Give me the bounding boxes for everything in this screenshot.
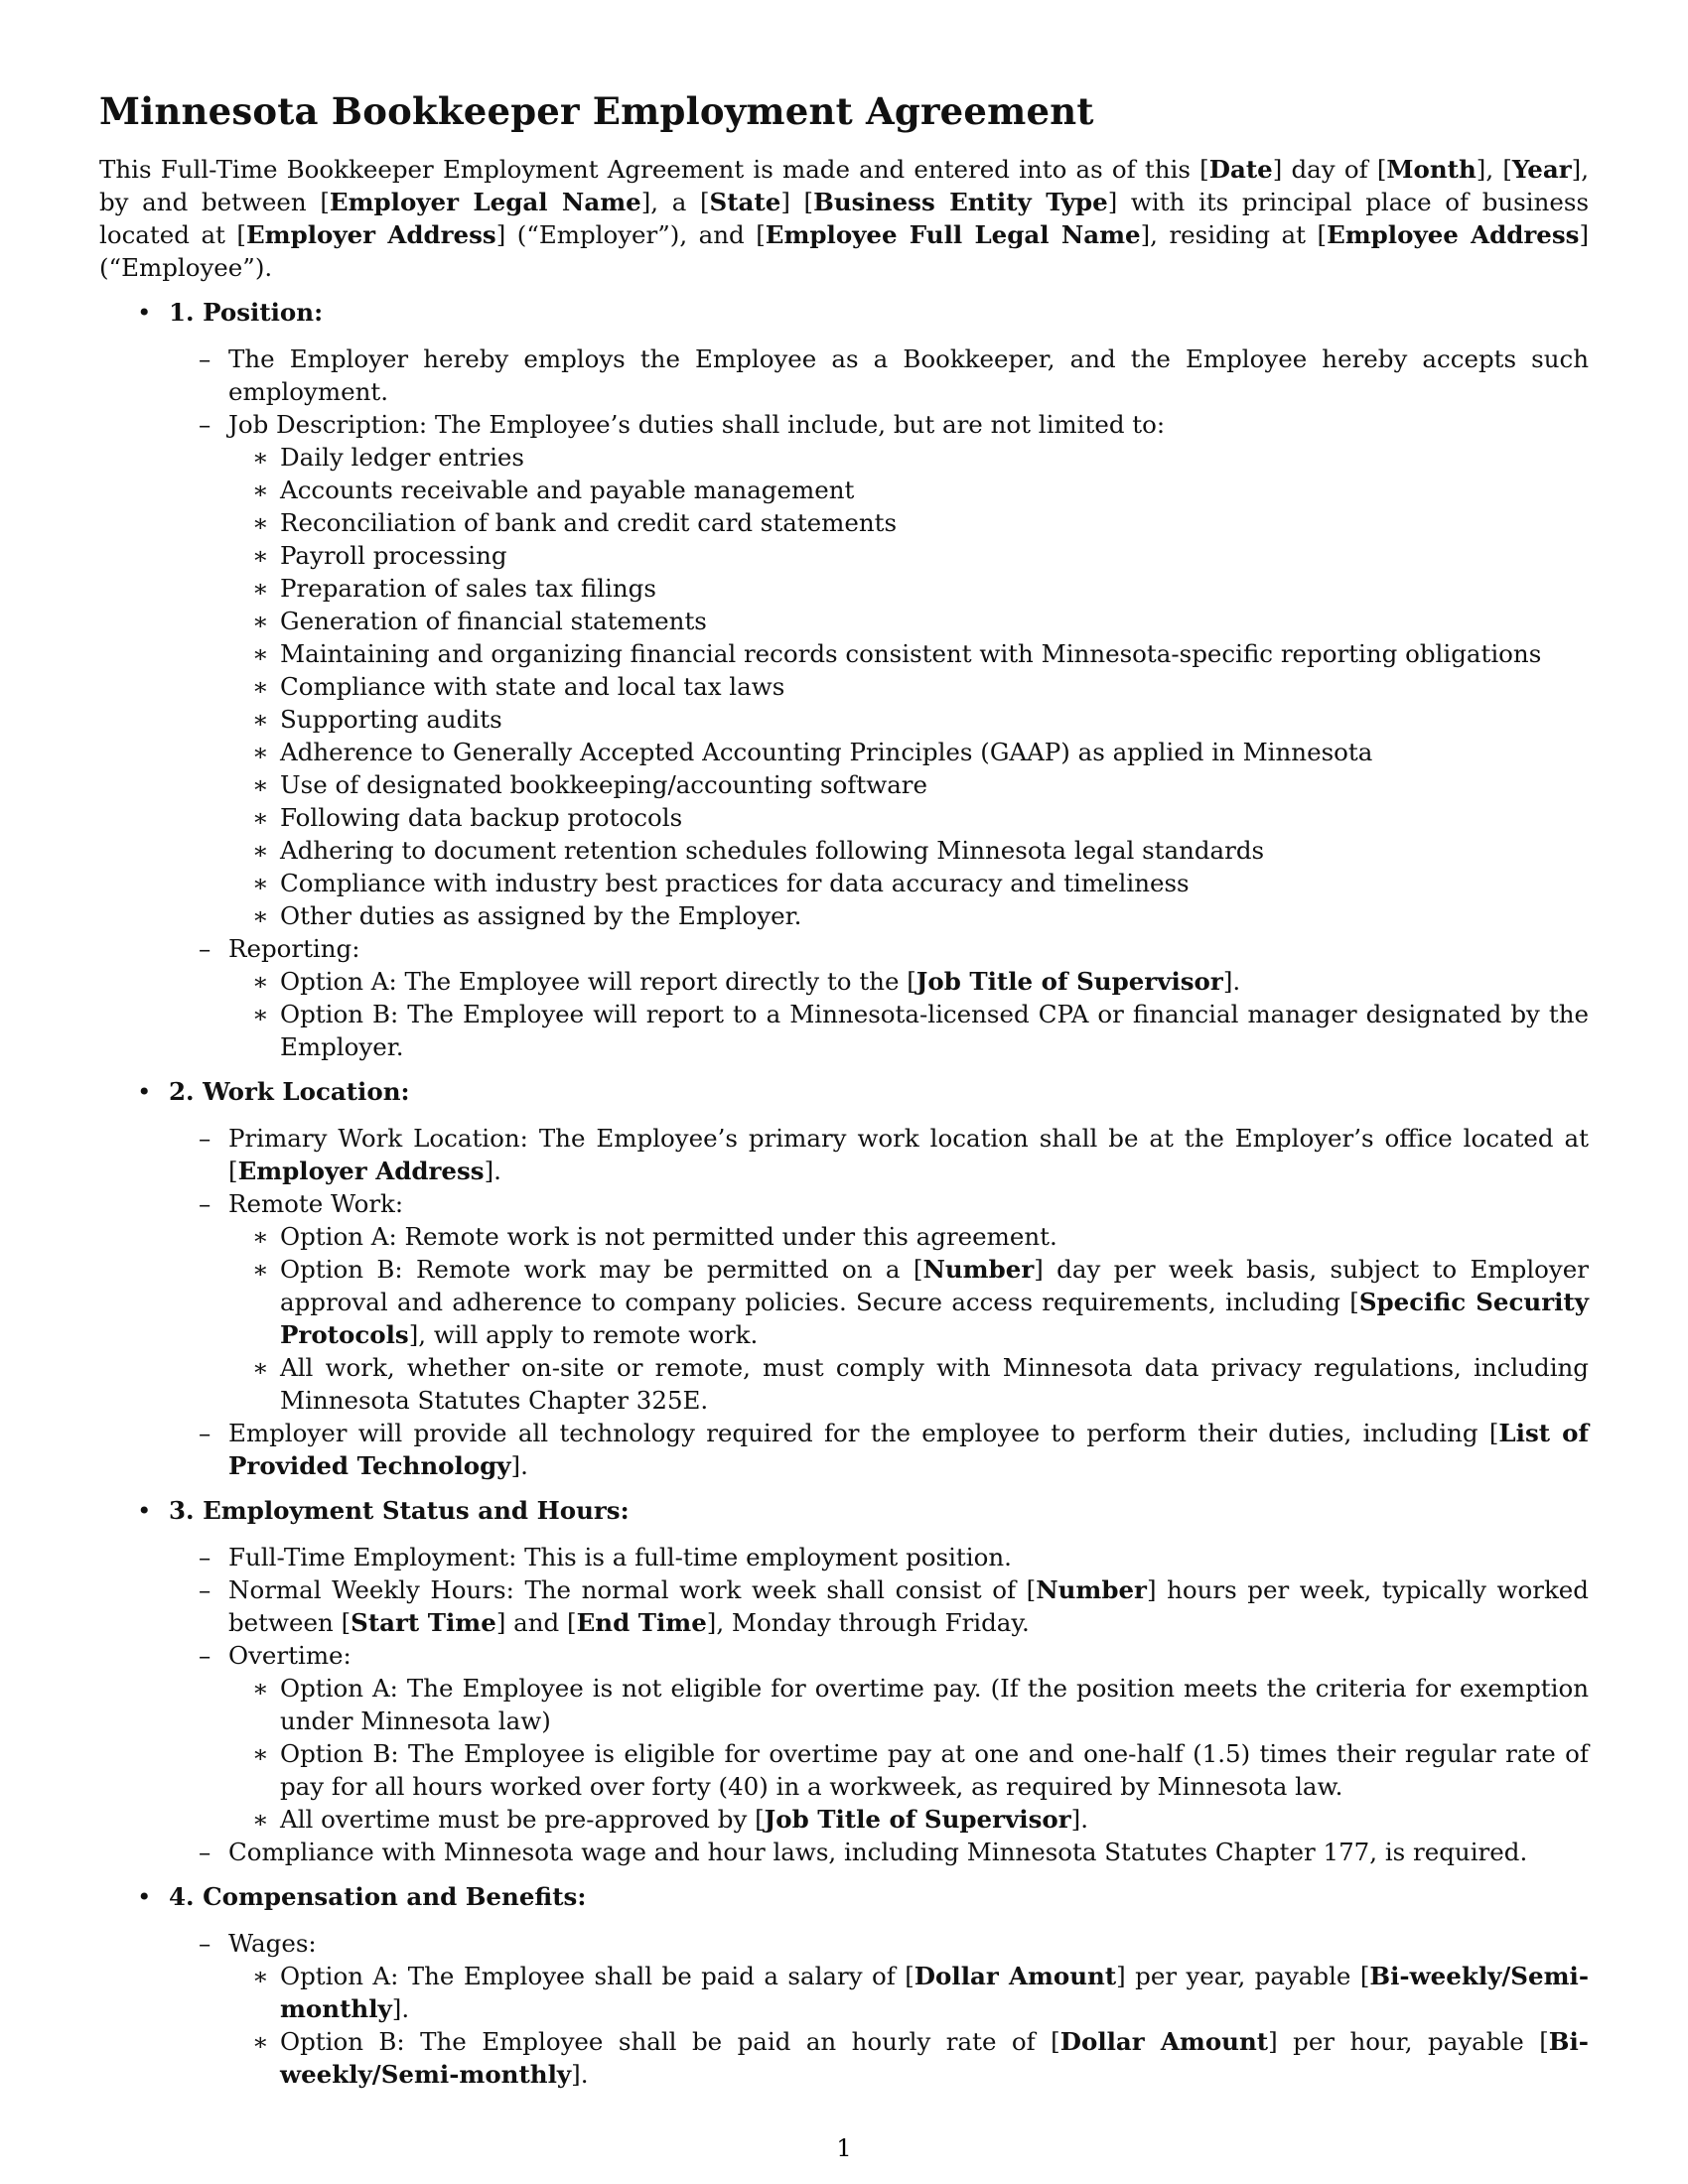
intro-text: ] (“Employee”). [99, 220, 1590, 282]
intro-text: ] [ [780, 188, 814, 216]
text: Option B: Remote work may be permitted on a [ [280, 1255, 923, 1284]
text: Option A: The Employee will report directly to the [ [280, 967, 916, 996]
placeholder-date: Date [1208, 155, 1273, 184]
list-item [169, 1639, 1589, 1836]
placeholder-dollar-amount: Dollar Amount [1059, 2027, 1269, 2056]
text: ]. [391, 1994, 410, 2023]
list-item [169, 1122, 1589, 1187]
text: ], will apply to remote work. [408, 1320, 759, 1349]
list-item [169, 408, 1589, 932]
duty-item: ∗ Adherence to Generally Accepted Accounting Principles (GAAP) as applied in Minnesota [228, 736, 1589, 768]
job-description-label: Job Description: The Employee’s duties shall include, but are not limited to: [228, 410, 1166, 439]
list-item [228, 1803, 1589, 1836]
duty-item: ∗ Compliance with state and local tax laws [228, 670, 1589, 703]
list-item: – Compliance with Minnesota wage and hour laws, including Minnesota Statutes Chapter 177, is required. [169, 1836, 1589, 1868]
intro-text: ] day of [ [1272, 155, 1387, 184]
remote-options [228, 1220, 1589, 1417]
text: Primary Work Location: The Employee’s primary work location shall be at the Employer’s office located at [ [228, 1124, 1589, 1185]
text: ]. [484, 1157, 501, 1185]
intro-text: ] with its principal place of business located at [ [99, 188, 1590, 249]
duties-list [228, 441, 1589, 932]
text: ], Monday through Friday. [706, 1608, 1030, 1637]
section-title: • 2. Work Location: [169, 1077, 410, 1106]
duty-item: ∗ Accounts receivable and payable management [228, 474, 1589, 506]
list-item [169, 1573, 1589, 1639]
duty-item: ∗ Payroll processing [228, 539, 1589, 572]
placeholder-dollar-amount: Dollar Amount [914, 1962, 1117, 1990]
placeholder-security-protocols: Specific Security Protocols [280, 1288, 1589, 1349]
section-employment-status [99, 1494, 1589, 1868]
list-item [228, 965, 1589, 998]
page-number: 1 [836, 2134, 852, 2162]
placeholder-employee-address: Employee Address [1327, 220, 1580, 249]
section-items [169, 1927, 1589, 2091]
text: ]. [510, 1451, 528, 1480]
text: Option B: The Employee shall be paid an hourly rate of [ [280, 2027, 1060, 2056]
document-title: Minnesota Bookkeeper Employment Agreement [99, 89, 1094, 133]
document-page [99, 87, 1589, 2103]
duty-item: ∗ Other duties as assigned by the Employer. [228, 899, 1589, 932]
overtime-label: Overtime: [228, 1641, 352, 1670]
list-item: – Full-Time Employment: This is a full-time employment position. [169, 1541, 1589, 1573]
section-title: • 1. Position: [169, 298, 324, 327]
duty-item: ∗ Compliance with industry best practices for data accuracy and timeliness [228, 867, 1589, 899]
overtime-options [228, 1672, 1589, 1836]
placeholder-job-title-of-supervisor: Job Title of Supervisor [764, 1805, 1071, 1834]
text: Employer will provide all technology required for the employee to perform their duties, including [ [228, 1419, 1499, 1447]
duty-item: ∗ Generation of financial statements [228, 605, 1589, 637]
list-item [228, 1960, 1589, 2025]
text: Option A: The Employee shall be paid a salary of [ [280, 1962, 914, 1990]
text: All overtime must be pre-approved by [ [280, 1805, 765, 1834]
duty-item: ∗ Daily ledger entries [228, 441, 1589, 474]
list-item [169, 1417, 1589, 1482]
placeholder-business-entity-type: Business Entity Type [813, 188, 1108, 216]
text: Normal Weekly Hours: The normal work week shall consist of [ [228, 1575, 1037, 1604]
list-item: ∗ Option B: The Employee will report to a Minnesota-licensed CPA or financial manager designated by the Employer. [228, 998, 1589, 1063]
text: ] day per week basis, subject to Employer approval and adherence to company policies. Secure access requirements, including [ [280, 1255, 1589, 1316]
section-items [169, 1122, 1589, 1482]
wages-label: Wages: [228, 1929, 317, 1958]
intro-text: ], [ [1476, 155, 1512, 184]
placeholder-pay-frequency: Bi-weekly/Semi-monthly [280, 2027, 1589, 2089]
duty-item: ∗ Preparation of sales tax filings [228, 572, 1589, 605]
section-work-location [99, 1075, 1589, 1482]
section-items [169, 342, 1589, 1063]
list-item [169, 1927, 1589, 2091]
placeholder-state: State [709, 188, 781, 216]
duty-item: ∗ Maintaining and organizing financial records consistent with Minnesota-specific reporting obligations [228, 637, 1589, 670]
intro-text: ] (“Employer”), and [ [495, 220, 766, 249]
section-list [99, 296, 1589, 2091]
text: ] per hour, payable [ [1268, 2027, 1549, 2056]
placeholder-pay-frequency: Bi-weekly/Semi-monthly [280, 1962, 1589, 2023]
placeholder-number: Number [1036, 1575, 1147, 1604]
section-title: • 4. Compensation and Benefits: [169, 1882, 587, 1911]
reporting-label: Reporting: [228, 934, 360, 963]
text: ] and [ [495, 1608, 577, 1637]
duty-item: ∗ Reconciliation of bank and credit card statements [228, 506, 1589, 539]
placeholder-provided-technology: List of Provided Technology [228, 1419, 1589, 1480]
text: ] per year, payable [ [1116, 1962, 1370, 1990]
list-item: ∗ Option A: The Employee is not eligible for overtime pay. (If the position meets the criteria for exemption under Minnesota law) [228, 1672, 1589, 1737]
placeholder-employer-legal-name: Employer Legal Name [329, 188, 641, 216]
placeholder-employee-full-legal-name: Employee Full Legal Name [765, 220, 1141, 249]
list-item [228, 1253, 1589, 1351]
list-item: ∗ All work, whether on-site or remote, must comply with Minnesota data privacy regulations, including Minnesota Statutes Chapter 325E. [228, 1351, 1589, 1417]
list-item: – The Employer hereby employs the Employee as a Bookkeeper, and the Employee hereby accepts such employment. [169, 342, 1589, 408]
duty-item: ∗ Supporting audits [228, 703, 1589, 736]
reporting-options [228, 965, 1589, 1063]
placeholder-employer-address: Employer Address [245, 220, 496, 249]
placeholder-job-title-of-supervisor: Job Title of Supervisor [915, 967, 1223, 996]
duty-item: ∗ Adhering to document retention schedules following Minnesota legal standards [228, 834, 1589, 867]
section-title: • 3. Employment Status and Hours: [169, 1496, 630, 1525]
placeholder-month: Month [1386, 155, 1477, 184]
intro-text: This Full-Time Bookkeeper Employment Agreement is made and entered into as of this [ [99, 155, 1209, 184]
text: ]. [1070, 1805, 1089, 1834]
placeholder-end-time: End Time [576, 1608, 707, 1637]
intro-paragraph [99, 153, 1589, 284]
list-item [169, 932, 1589, 1063]
section-position [99, 296, 1589, 1063]
placeholder-start-time: Start Time [351, 1608, 496, 1637]
text: ] hours per week, typically worked between [ [228, 1575, 1589, 1637]
text: ]. [571, 2060, 589, 2089]
list-item: ∗ Option B: The Employee is eligible for overtime pay at one and one-half (1.5) times their regular rate of pay for all hours worked over forty (40) in a workweek, as required by Minnesota law. [228, 1737, 1589, 1803]
list-item: ∗ Option A: Remote work is not permitted under this agreement. [228, 1220, 1589, 1253]
list-item [228, 2025, 1589, 2091]
intro-text: ], residing at [ [1140, 220, 1328, 249]
section-items [169, 1541, 1589, 1868]
remote-work-label: Remote Work: [228, 1189, 404, 1218]
placeholder-number: Number [922, 1255, 1035, 1284]
placeholder-employer-address: Employer Address [237, 1157, 485, 1185]
text: ]. [1222, 967, 1241, 996]
intro-text: ], by and between [ [99, 155, 1589, 216]
section-compensation [99, 1880, 1589, 2091]
list-item [169, 1187, 1589, 1417]
wage-options [228, 1960, 1589, 2091]
duty-item: ∗ Use of designated bookkeeping/accounting software [228, 768, 1589, 801]
duty-item: ∗ Following data backup protocols [228, 801, 1589, 834]
intro-text: ], a [ [640, 188, 710, 216]
placeholder-year: Year [1511, 155, 1572, 184]
